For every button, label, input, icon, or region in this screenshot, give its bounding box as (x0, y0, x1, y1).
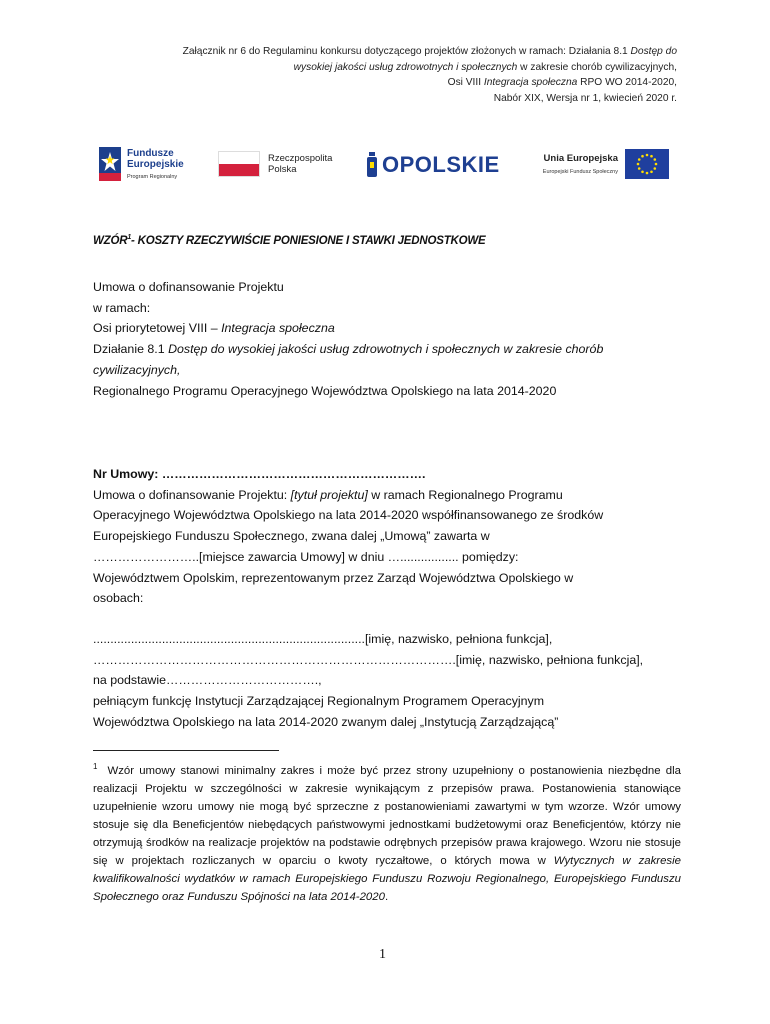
agreement-number: Nr Umowy: ………………………………………………………. (93, 467, 426, 481)
logo-strip (0, 145, 770, 185)
footnote (93, 758, 681, 906)
intro-line: Regionalnego Programu Operacyjnego Województwa Opolskiego na lata 2014-2020 (93, 383, 557, 398)
intro-line: cywilizacyjnych, (93, 362, 181, 377)
header-text-italic: Dostęp do (630, 46, 677, 57)
opolskie-text: OPOLSKIE (382, 152, 500, 177)
header-text: Osi VIII (447, 77, 484, 88)
intro-line: Umowa o dofinansowanie Projektu (93, 280, 284, 294)
parties-text: w ramach Regionalnego Programu (367, 487, 563, 502)
rzeczpospolita-polska-logo (218, 145, 348, 185)
representative-line: pełniącym funkcję Instytucji Zarządzającej Regionalnym Programem Operacyjnym (93, 694, 545, 709)
header-line-3 (57, 75, 677, 91)
footnote-text-end: . (384, 890, 389, 903)
footnote-text-italic: Wytycznych w zakresie kwalifikowalności wydatków w ramach Europejskiego Funduszu Rozwoju Regionalnego, Europejskiego Funduszu Społecznego oraz Funduszu Spójności na lata 2014-2020 (93, 854, 681, 903)
representative-line: …………………………………………………………………………….[imię, nazwisko, pełniona funkcja], (93, 652, 644, 667)
title-text-rest: - KOSZTY RZECZYWIŚCIE PONIESIONE I STAWKI JEDNOSTKOWE (131, 234, 486, 247)
parties-text: Umowa o dofinansowanie Projektu: (93, 487, 291, 502)
representative-line: Województwa Opolskiego na lata 2014-2020 zwanym dalej „Instytucją Zarządzającą” (93, 714, 559, 729)
header-line-4: Nabór XIX, Wersja nr 1, kwiecień 2020 r. (493, 92, 677, 104)
fundusze-text (127, 149, 184, 183)
fundusze-star-icon (99, 147, 121, 181)
eu-flag-icon (625, 149, 669, 179)
document-header (57, 44, 677, 106)
ue-line-1: Unia Europejska (543, 153, 618, 164)
rp-line-2: Polska (268, 163, 297, 175)
header-text-italic: wysokiej jakości usług zdrowotnych i społecznych (293, 61, 518, 73)
parties-line: Województwem Opolskim, reprezentowanym przez Zarząd Województwa Opolskiego w (93, 570, 574, 585)
intro-text: Osi priorytetowej VIII – (93, 321, 222, 336)
unia-europejska-logo (528, 145, 673, 185)
intro-line (93, 339, 683, 360)
parties-line: osobach: (93, 591, 144, 606)
representative-line: ...............................................................................[imię, nazwisko, pełniona funkcja], (93, 632, 553, 646)
opolskie-crown-icon (366, 152, 378, 178)
footnote-text: Wzór umowy stanowi minimalny zakres i może być przez strony uzupełniony o postanowienia niezbędne dla realizacji Projektu w szczególności w zakresie wynikającym z przepisów prawa. Postanowienia stanowiące uzupełnienie wzoru umowy nie mogą być sprzeczne z postanowieniami zawartymi w tym wzorze. Wzór umowy stosuje się dla Beneficjentów niebędących państwowymi jednostkami budżetowymi oraz Beneficjentów, którzy nie otrzymują środków na realizacje projektów na podstawie odrębnych przepisów prawa krajowego. Wzoru nie stosuje się w projektach rozliczanych w oparciu o kwoty ryczałtowe, o których mowa w (93, 764, 681, 867)
document-title (93, 234, 486, 247)
intro-text-italic: Integracja społeczna (221, 321, 335, 336)
page-number: 1 (379, 947, 386, 962)
header-line-2 (57, 60, 677, 76)
fe-line-2: Europejskie (127, 158, 184, 170)
fe-subtitle: Program Regionalny (127, 174, 178, 180)
parties-line: Europejskiego Funduszu Społecznego, zwana dalej „Umową” zawarta w (93, 529, 490, 544)
title-footnote-ref[interactable]: 1 (127, 234, 132, 241)
parties-line (93, 485, 683, 506)
agreement-intro (93, 277, 683, 401)
representative-line: na podstawie………………………………., (93, 673, 322, 688)
opolskie-logo (366, 145, 506, 185)
intro-line: w ramach: (93, 300, 151, 315)
project-title-placeholder: [tytuł projektu] (290, 487, 368, 502)
intro-text: Działanie 8.1 (93, 342, 169, 357)
header-text: RPO WO 2014-2020, (577, 77, 677, 88)
representatives (93, 629, 683, 733)
title-text: WZÓR (93, 234, 128, 247)
header-text: Załącznik nr 6 do Regulaminu konkursu dotyczącego projektów złożonych w ramach: Działania 8.1 (182, 46, 631, 57)
intro-text-italic: Dostęp do wysokiej jakości usług zdrowotnych i społecznych w zakresie chorób (168, 342, 604, 357)
ue-text (528, 154, 618, 177)
footnote-number: 1 (93, 762, 98, 771)
footnote-divider (93, 750, 279, 751)
parties-line: ……………………..[miejsce zawarcia Umowy] w dniu …................. pomiędzy: (93, 549, 519, 564)
intro-line (93, 318, 683, 339)
header-line-1 (57, 44, 677, 60)
ue-subtitle: Europejski Fundusz Społeczny (542, 169, 618, 175)
header-text: w zakresie chorób cywilizacyjnych, (517, 61, 677, 73)
rp-line-1: Rzeczpospolita (268, 153, 333, 164)
agreement-parties (93, 464, 683, 609)
fundusze-europejskie-logo (99, 145, 209, 185)
fe-line-1: Fundusze (127, 148, 174, 159)
polish-flag-icon (218, 151, 260, 177)
parties-line: Operacyjnego Województwa Opolskiego na lata 2014-2020 współfinansowanego ze środków (93, 508, 604, 523)
rp-text (268, 154, 332, 175)
header-text-italic: Integracja społeczna (483, 77, 578, 88)
